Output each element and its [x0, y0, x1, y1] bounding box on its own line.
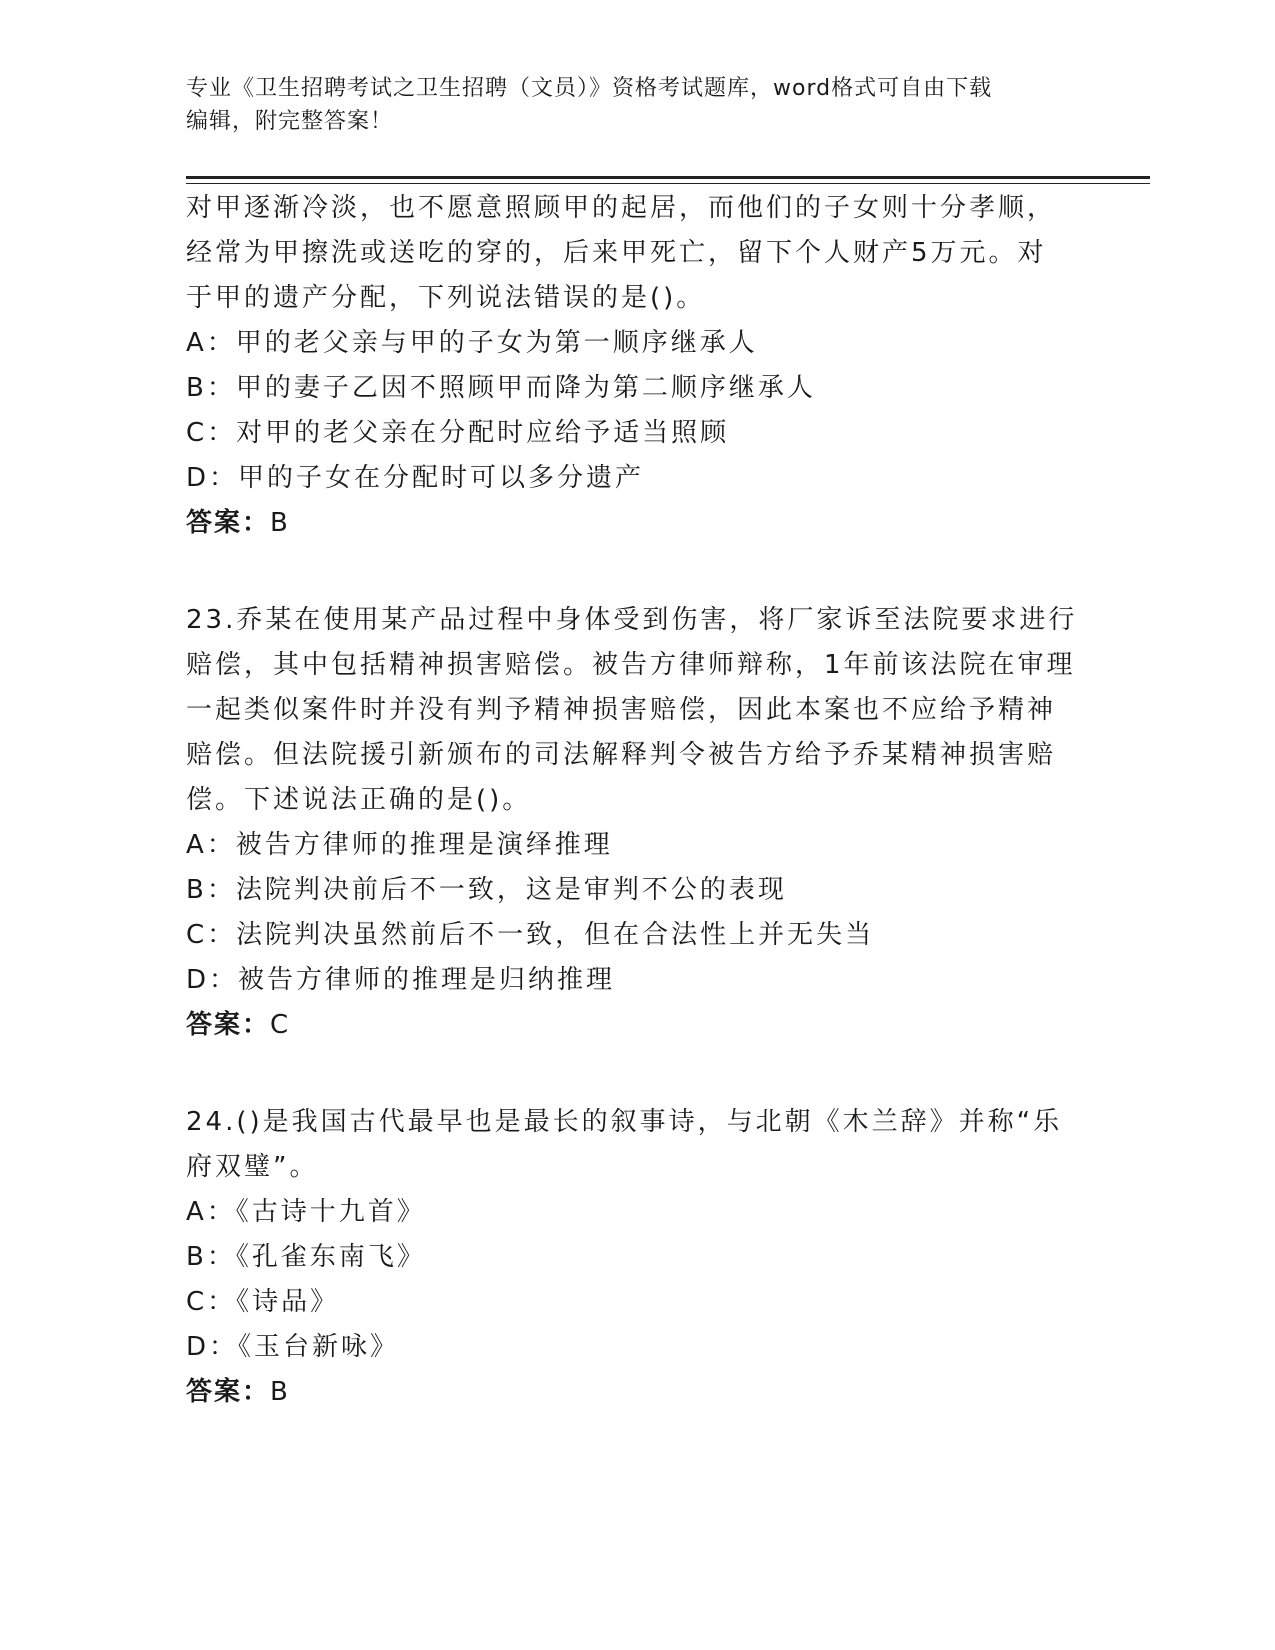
question-stem-line: 偿。下述说法正确的是()。: [186, 785, 532, 815]
answer-line: [186, 1003, 1086, 1048]
option-a: A：甲的老父亲与甲的子女为第一顺序继承人: [186, 328, 758, 358]
answer-label: 答案：: [186, 1377, 271, 1407]
option-c: C：法院判决虽然前后不一致，但在合法性上并无失当: [186, 920, 875, 950]
question-stem-line: 24.()是我国古代最早也是最长的叙事诗，与北朝《木兰辞》并称“乐: [186, 1107, 1063, 1137]
option-b: B：《孔雀东南飞》: [186, 1242, 426, 1272]
header-divider-thin: [186, 183, 1150, 184]
answer-value: C: [270, 1010, 291, 1040]
option-a: A：《古诗十九首》: [186, 1197, 426, 1227]
option-c: C：《诗品》: [186, 1287, 340, 1317]
question-stem-line: 府双璧”。: [186, 1152, 319, 1182]
option-d: D：被告方律师的推理是归纳推理: [186, 965, 616, 995]
question-22: [186, 186, 1086, 546]
answer-line: [186, 1370, 1086, 1415]
answer-value: B: [270, 1377, 290, 1407]
question-stem-line: 23.乔某在使用某产品过程中身体受到伤害，将厂家诉至法院要求进行: [186, 605, 1078, 635]
question-stem-line: 赔偿。但法院援引新颁布的司法解释判令被告方给予乔某精神损害赔: [186, 740, 1057, 770]
question-spacer: [186, 546, 1086, 598]
question-stem-line: 经常为甲擦洗或送吃的穿的，后来甲死亡，留下个人财产5万元。对: [186, 238, 1047, 268]
answer-line: [186, 501, 1086, 546]
question-24: [186, 1100, 1086, 1415]
question-stem-line: 对甲逐渐冷淡，也不愿意照顾甲的起居，而他们的子女则十分孝顺，: [186, 193, 1057, 223]
page-header: [186, 72, 1076, 138]
header-divider-thick: [186, 176, 1150, 179]
header-line-1: 专业《卫生招聘考试之卫生招聘（文员）》资格考试题库，word格式可自由下载: [186, 76, 993, 101]
question-spacer: [186, 1048, 1086, 1100]
question-stem-line: 于甲的遗产分配，下列说法错误的是()。: [186, 283, 706, 313]
question-23: [186, 598, 1086, 1048]
header-line-2: 编辑，附完整答案！: [186, 109, 394, 134]
option-d: D：《玉台新咏》: [186, 1332, 400, 1362]
question-stem-line: 赔偿，其中包括精神损害赔偿。被告方律师辩称，1年前该法院在审理: [186, 650, 1076, 680]
question-list: [186, 186, 1086, 1415]
option-b: B：法院判决前后不一致，这是审判不公的表现: [186, 875, 787, 905]
answer-label: 答案：: [186, 1010, 271, 1040]
question-stem-line: 一起类似案件时并没有判予精神损害赔偿，因此本案也不应给予精神: [186, 695, 1057, 725]
option-b: B：甲的妻子乙因不照顾甲而降为第二顺序继承人: [186, 373, 816, 403]
option-a: A：被告方律师的推理是演绎推理: [186, 830, 613, 860]
answer-value: B: [270, 508, 290, 538]
option-d: D：甲的子女在分配时可以多分遗产: [186, 463, 645, 493]
answer-label: 答案：: [186, 508, 271, 538]
option-c: C：对甲的老父亲在分配时应给予适当照顾: [186, 418, 730, 448]
